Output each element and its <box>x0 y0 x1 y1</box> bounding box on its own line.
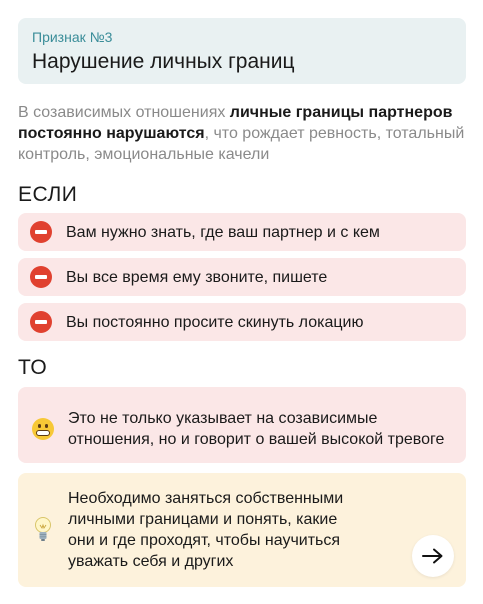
light-bulb-icon <box>32 516 54 544</box>
consequence-card <box>18 387 466 463</box>
consequence-text: Это не только указывает на созависимые отношения, но и говорит о вашей высокой тревоге <box>68 410 445 448</box>
then-section-heading: ТО <box>18 356 48 379</box>
no-entry-icon <box>30 266 52 288</box>
condition-item <box>18 258 466 296</box>
condition-item <box>18 213 466 251</box>
sign-number-label: Признак №3 <box>32 29 113 45</box>
no-entry-icon <box>30 311 52 333</box>
next-button[interactable] <box>412 535 454 577</box>
tip-card <box>18 473 466 587</box>
intro-text-end: , что рождает ревность, тотальный контроль, эмоциональные качели <box>18 125 465 163</box>
condition-item <box>18 303 466 341</box>
condition-text: Вы все время ему звоните, пишете <box>66 268 328 286</box>
intro-highlight: личные границы партнеров постоянно нарушаются <box>18 104 453 142</box>
header-card <box>18 18 466 84</box>
condition-text: Вам нужно знать, где ваш партнер и с кем <box>66 223 380 241</box>
tip-text: Необходимо заняться собственными личными границами и понять, какие они и где проходят, чтобы научиться уважать себя и других <box>68 490 344 570</box>
no-entry-icon <box>30 221 52 243</box>
if-section-heading: ЕСЛИ <box>18 183 78 206</box>
intro-text-start: В созависимых отношениях <box>18 104 230 121</box>
grimacing-face-icon <box>32 418 54 440</box>
arrow-right-icon <box>422 548 444 564</box>
page-title: Нарушение личных границ <box>32 50 295 73</box>
intro-paragraph <box>18 102 468 165</box>
condition-text: Вы постоянно просите скинуть локацию <box>66 313 364 331</box>
